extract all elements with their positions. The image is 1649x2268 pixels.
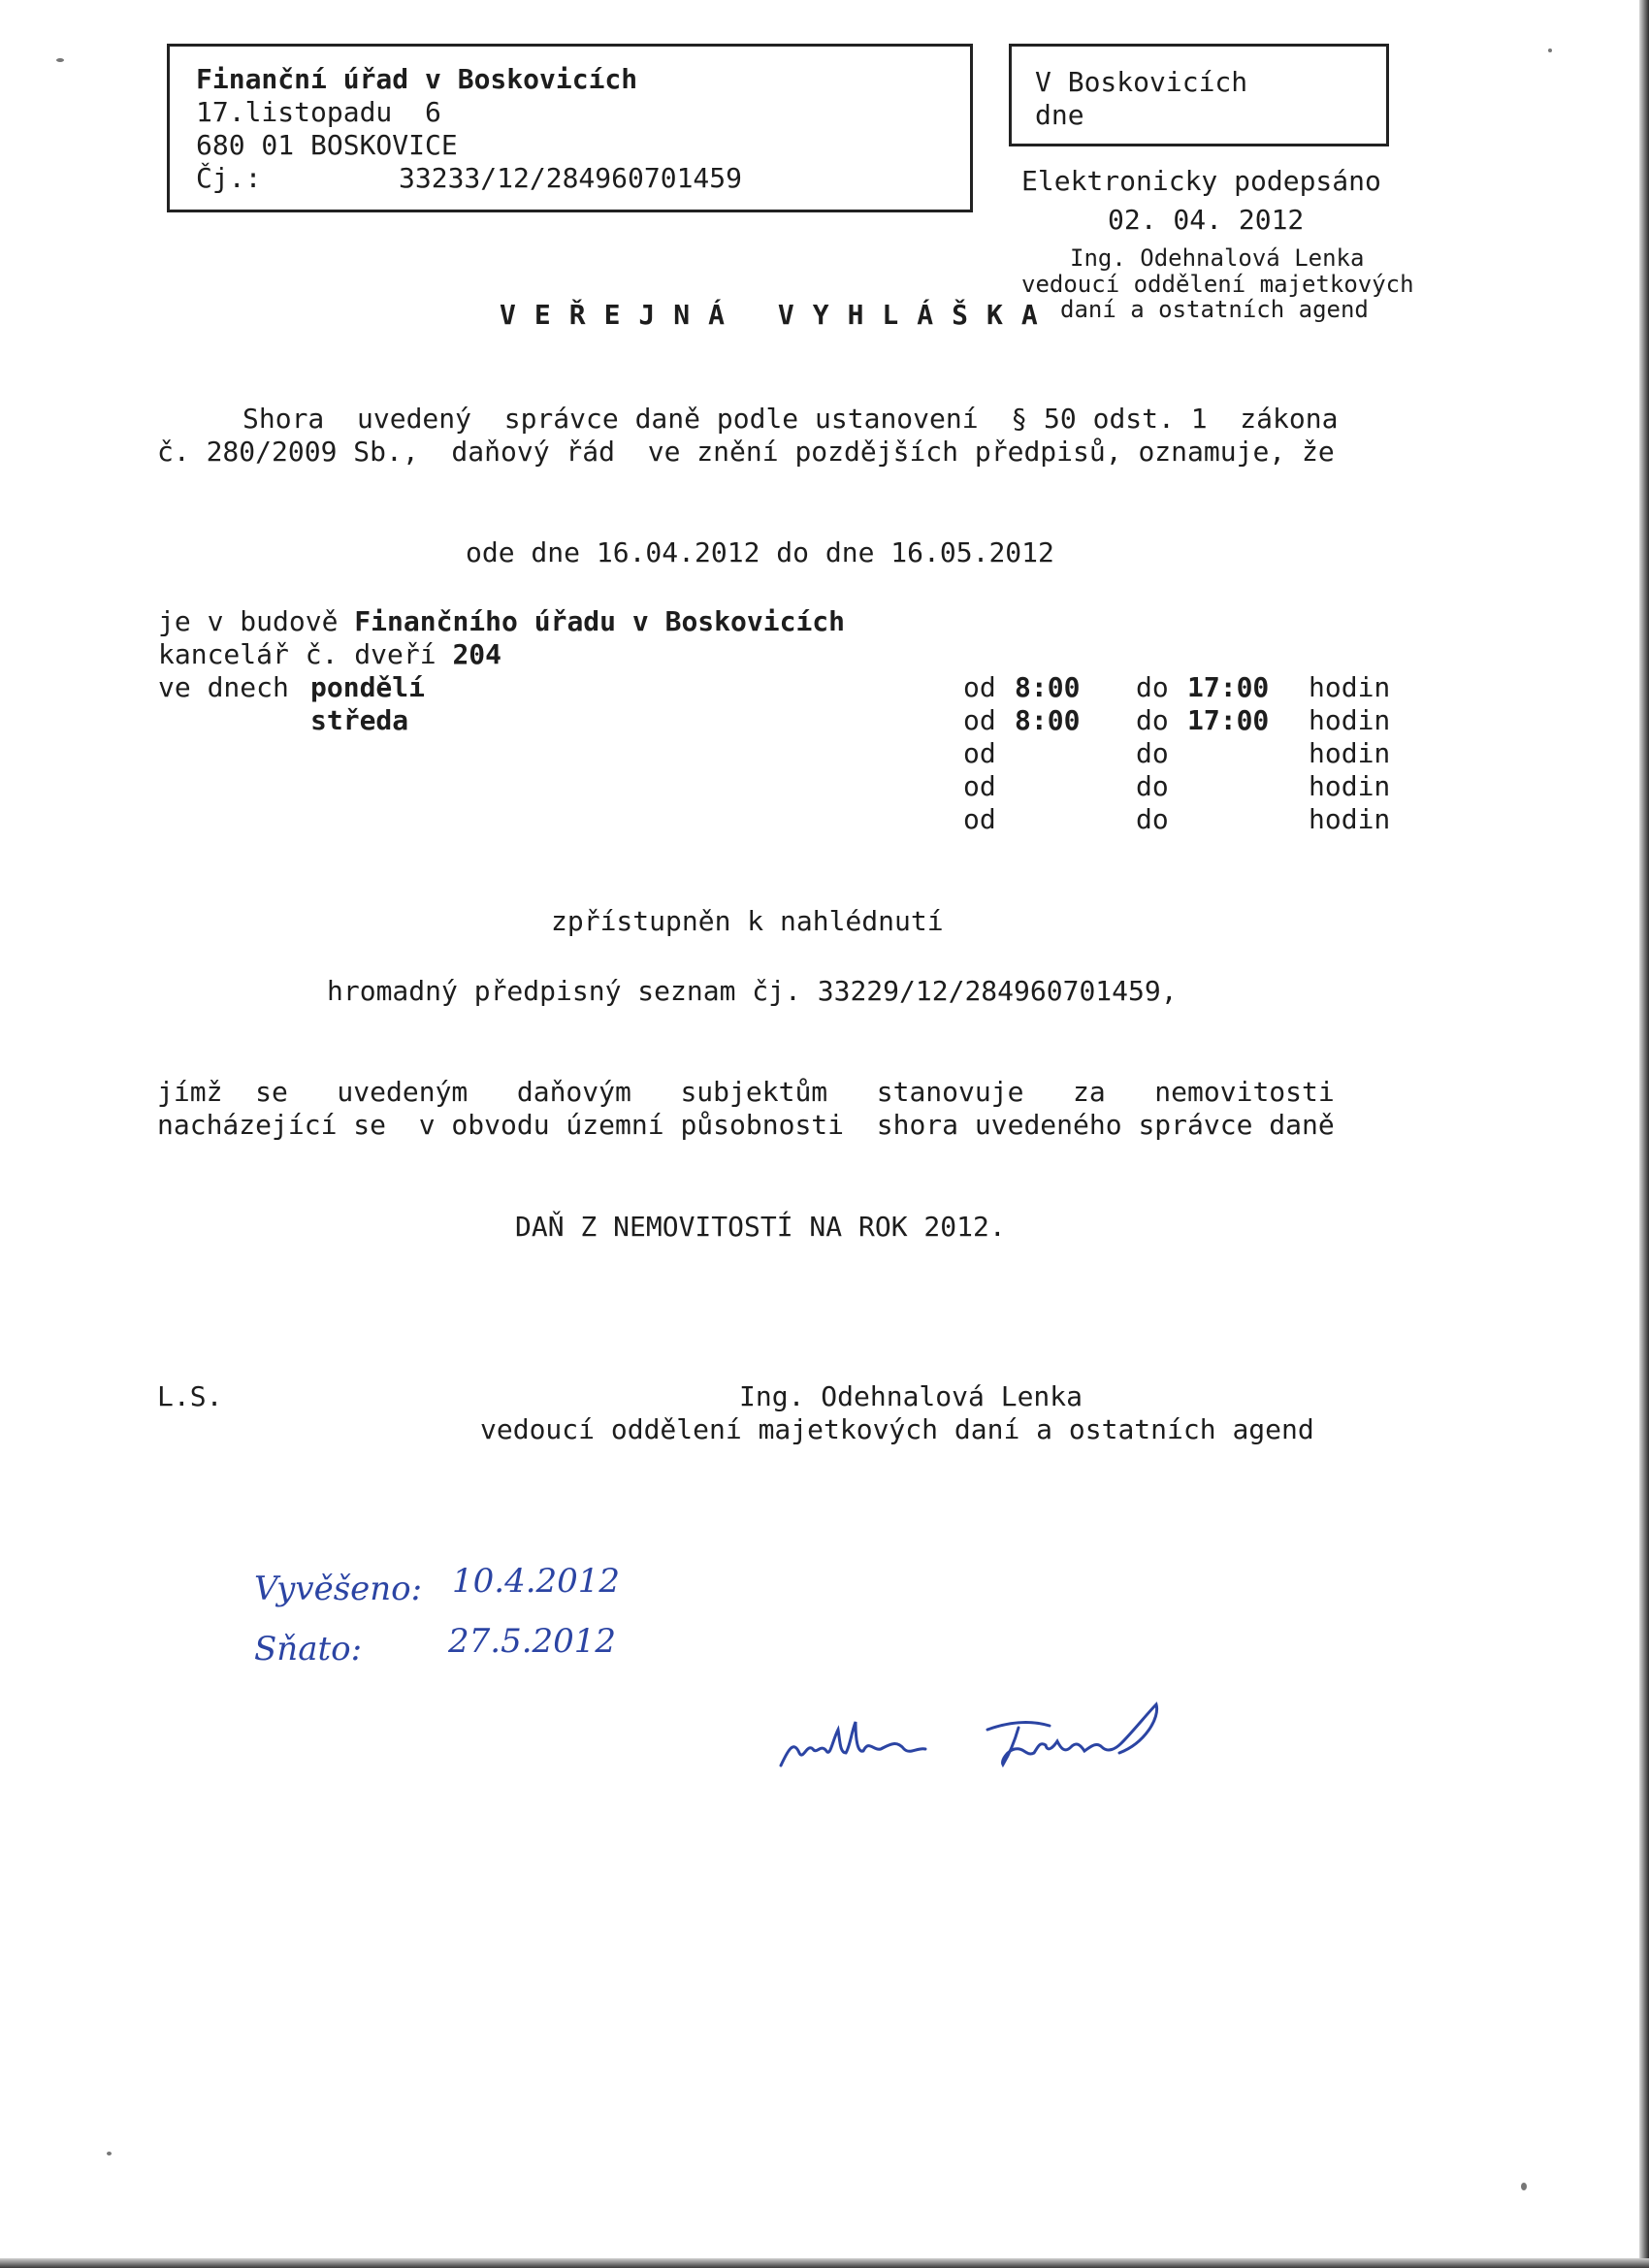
date-place-box [1009,44,1389,146]
e-signature-label: Elektronicky podepsáno [1021,165,1381,197]
location-line [158,605,845,638]
days-prefix: ve dnech [158,671,306,703]
e-signature-date: 02. 04. 2012 [1108,204,1305,236]
schedule-do: do [1136,803,1169,835]
schedule-od: od [963,737,996,769]
schedule-do: do [1136,737,1169,769]
footer-role: vedoucí oddělení majetkových daní a ostatních agend [480,1413,1314,1445]
schedule-od: od [963,671,996,703]
schedule-unit: hodin [1309,770,1391,802]
schedule-to: 17:00 [1187,671,1270,703]
schedule-od: od [963,704,996,736]
document-title: VEŘEJNÁ VYHLÁŠKA [500,299,1056,331]
schedule-od: od [963,803,996,835]
posted-label: Vyvěšeno: [254,1570,423,1608]
schedule-unit: hodin [1309,803,1391,835]
schedule-to: 17:00 [1187,704,1270,736]
schedule-day: pondělí [310,671,426,703]
list-reference: hromadný předpisný seznam čj. 33229/12/284960701459, [327,975,1178,1007]
schedule-day: středa [310,704,409,736]
office-city: 680 01 BOSKOVICE [196,129,458,161]
inspection-period: ode dne 16.04.2012 do dne 16.05.2012 [466,536,1054,568]
handwritten-signature [776,1693,1183,1780]
reference-label: Čj.: [196,162,262,194]
e-signature-role-line1: vedoucí oddělení majetkových [1021,271,1414,298]
scan-edge-bottom [0,2258,1649,2268]
office-door-line [158,638,501,671]
subject-line-1: jímž se uvedeným daňovým subjektům stanovuje za nemovitosti [157,1076,1335,1108]
access-text: zpřístupněn k nahlédnutí [551,905,944,937]
scan-edge-right [1639,0,1649,2268]
schedule-do: do [1136,671,1169,703]
e-signature-signer: Ing. Odehnalová Lenka [1070,244,1365,272]
office-address-box [167,44,973,212]
scan-speck [56,58,64,62]
intro-line-1: Shora uvedený správce daně podle ustanovení § 50 odst. 1 zákona [242,403,1339,435]
schedule-do: do [1136,704,1169,736]
schedule-do: do [1136,770,1169,802]
removed-label: Sňato: [254,1630,363,1669]
seal-mark: L.S. [157,1380,223,1412]
footer-signer: Ing. Odehnalová Lenka [739,1380,1083,1412]
office-name: Finanční úřad v Boskovicích [196,63,638,95]
scan-speck [1548,49,1552,52]
schedule-from: 8:00 [1015,671,1081,703]
removed-date: 27.5.2012 [448,1622,617,1661]
schedule-unit: hodin [1309,704,1391,736]
scan-speck [1521,2183,1527,2190]
schedule-unit: hodin [1309,737,1391,769]
location-prefix: je v budově [158,605,355,637]
place-text: V Boskovicích [1035,66,1248,98]
tax-title: DAŇ Z NEMOVITOSTÍ NA ROK 2012. [515,1211,1006,1243]
office-door-prefix: kancelář č. dveří [158,638,453,670]
schedule-from: 8:00 [1015,704,1081,736]
intro-line-2: č. 280/2009 Sb., daňový řád ve znění pozdějších předpisů, oznamuje, že [157,436,1335,468]
scan-speck [107,2152,112,2155]
building-name: Finančního úřadu v Boskovicích [354,605,846,637]
door-number: 204 [452,638,502,670]
subject-line-2: nacházející se v obvodu územní působnosti shora uvedeného správce daně [157,1109,1335,1141]
posted-date: 10.4.2012 [452,1562,621,1601]
reference-number: 33233/12/284960701459 [399,162,743,194]
office-street: 17.listopadu 6 [196,96,441,128]
schedule-unit: hodin [1309,671,1391,703]
schedule-od: od [963,770,996,802]
e-signature-role-line2: daní a ostatních agend [1060,296,1369,323]
date-label: dne [1035,99,1084,131]
